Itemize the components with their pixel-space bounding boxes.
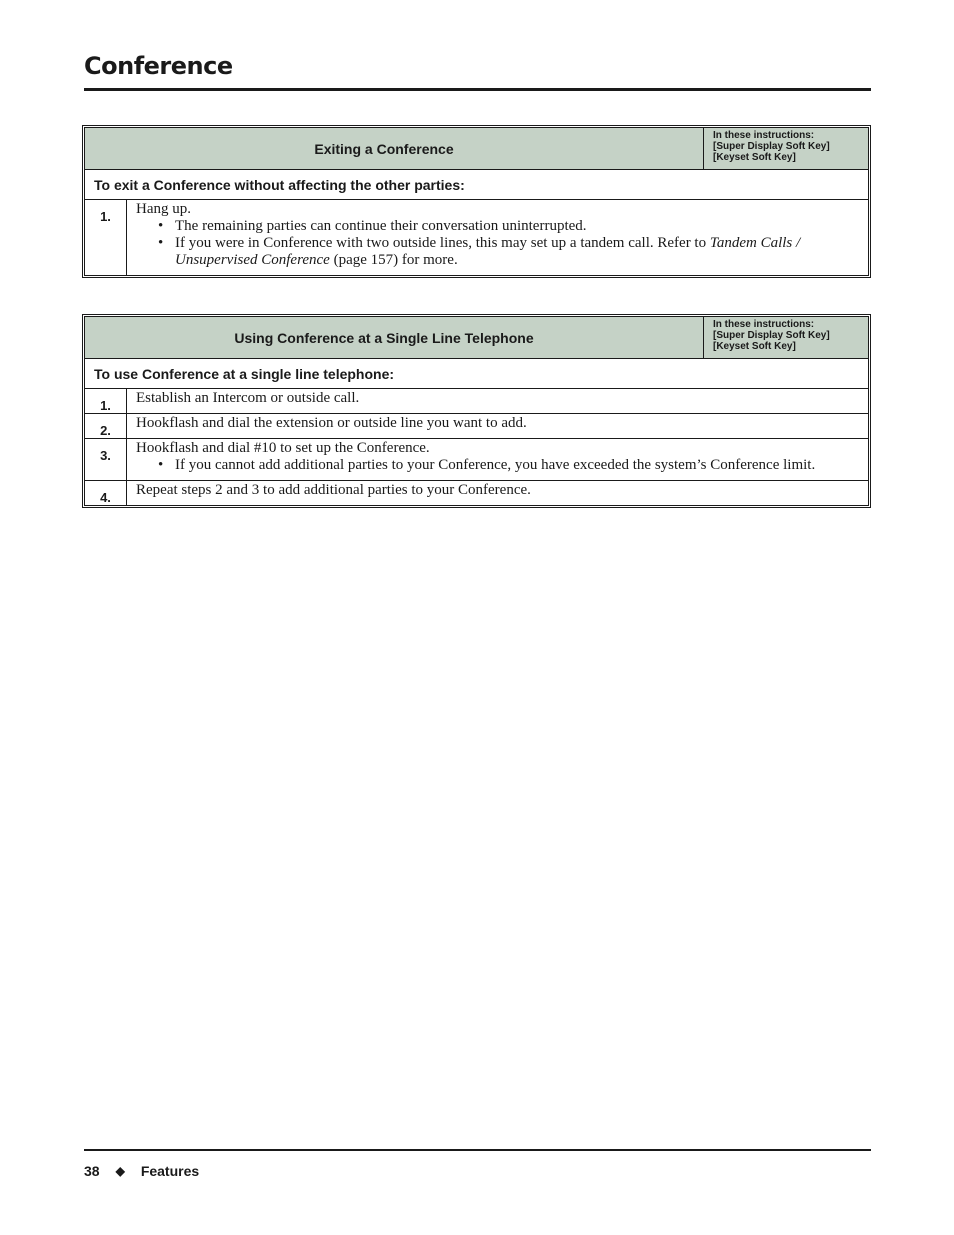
step-number: 1. bbox=[85, 389, 127, 413]
section-name: Features bbox=[140, 1163, 200, 1179]
step-main: Hookflash and dial the extension or outside line you want to add. bbox=[136, 415, 527, 431]
table-intro: To exit a Conference without affecting the other parties: bbox=[85, 170, 868, 200]
page-footer bbox=[84, 1163, 199, 1179]
step-number: 4. bbox=[85, 481, 127, 505]
step-number: 2. bbox=[85, 414, 127, 438]
step-bullets bbox=[136, 218, 859, 269]
table-row bbox=[85, 414, 868, 439]
page-title: Conference bbox=[84, 52, 233, 80]
bullet-item: • The remaining parties can continue their conversation uninterrupted. bbox=[175, 218, 859, 235]
step-text bbox=[127, 200, 868, 275]
step-bullets bbox=[136, 457, 859, 474]
footer-divider bbox=[84, 1149, 871, 1151]
note-line: In these instructions: bbox=[713, 130, 815, 141]
note-line: [Keyset Soft Key] bbox=[713, 341, 796, 352]
note-line: [Super Display Soft Key] bbox=[713, 330, 830, 341]
title-divider bbox=[84, 88, 871, 91]
note-line: [Super Display Soft Key] bbox=[713, 141, 830, 152]
table-row bbox=[85, 200, 868, 275]
instructions-note bbox=[704, 128, 868, 169]
table-row bbox=[85, 481, 868, 505]
page-number: 38 bbox=[84, 1163, 100, 1179]
step-text bbox=[127, 481, 868, 505]
step-main: Establish an Intercom or outside call. bbox=[136, 390, 360, 406]
table-row bbox=[85, 389, 868, 414]
step-number: 1. bbox=[85, 200, 127, 275]
single-line-conference-table bbox=[84, 316, 869, 506]
step-text bbox=[127, 389, 868, 413]
table-title: Using Conference at a Single Line Telephone bbox=[85, 317, 704, 358]
step-main: Hang up. bbox=[136, 201, 191, 217]
table-title: Exiting a Conference bbox=[85, 128, 704, 169]
step-text bbox=[127, 439, 868, 480]
exiting-conference-table bbox=[84, 127, 869, 276]
table-intro: To use Conference at a single line telephone: bbox=[85, 359, 868, 389]
cross-reference: Tandem Calls / Unsupervised Conference bbox=[175, 235, 801, 268]
bullet-item: • If you cannot add additional parties to your Conference, you have exceeded the system’s Conference limit. bbox=[175, 457, 859, 474]
table-header bbox=[85, 128, 868, 170]
instructions-note bbox=[704, 317, 868, 358]
table-row bbox=[85, 439, 868, 481]
bullet-item bbox=[175, 235, 859, 269]
bullet-text: (page 157) for more. bbox=[329, 252, 458, 268]
step-main: Hookflash and dial #10 to set up the Conference. bbox=[136, 440, 430, 456]
step-number: 3. bbox=[85, 439, 127, 480]
step-main: Repeat steps 2 and 3 to add additional parties to your Conference. bbox=[136, 482, 531, 498]
diamond-icon: ◆ bbox=[115, 1164, 125, 1178]
bullet-text: If you were in Conference with two outside lines, this may set up a tandem call. Refer to bbox=[175, 235, 710, 251]
table-header bbox=[85, 317, 868, 359]
note-line: In these instructions: bbox=[713, 319, 815, 330]
step-text bbox=[127, 414, 868, 438]
note-line: [Keyset Soft Key] bbox=[713, 152, 796, 163]
